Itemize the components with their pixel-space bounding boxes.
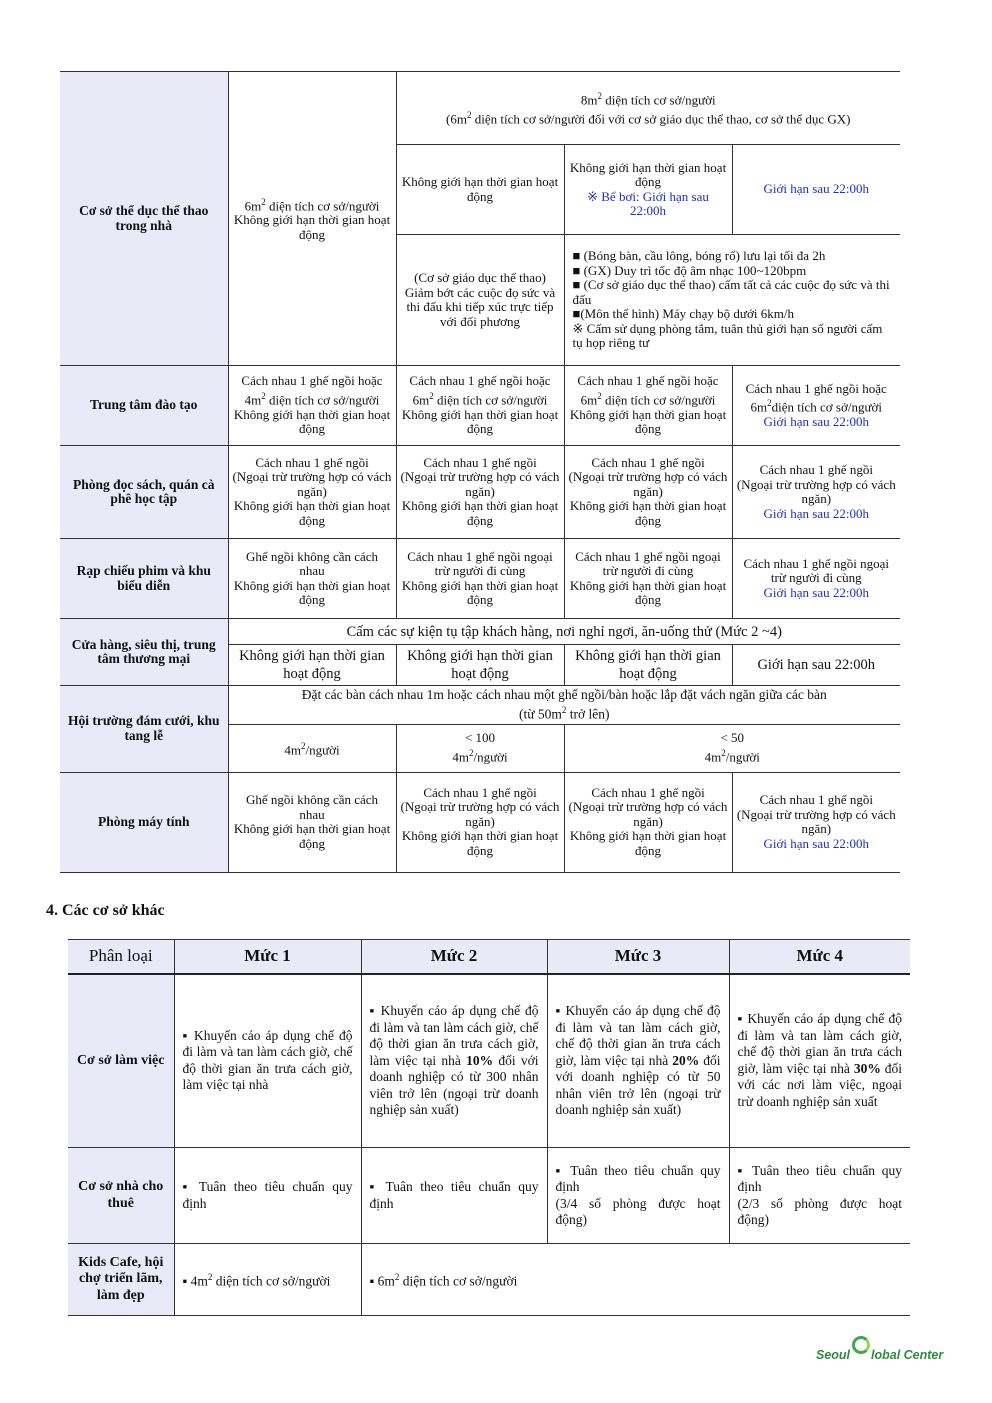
header-level1: Mức 1 bbox=[174, 940, 361, 974]
distancing-table-facilities bbox=[60, 71, 900, 873]
stores-level1: Không giới hạn thời gian hoạt động bbox=[228, 645, 396, 686]
cinema-level1: Ghế ngồi không cần cách nhau Không giới hạn thời gian hoạt động bbox=[228, 539, 396, 619]
reading-level4: Cách nhau 1 ghế ngồi (Ngoại trừ trường hợp có vách ngăn) Giới hạn sau 22:00h bbox=[732, 446, 900, 539]
wedding-level3-4: < 50 $4m^2$/người bbox=[564, 724, 900, 772]
work-level3: ▪ Khuyến cáo áp dụng chế độ đi làm và tan làm cách giờ, chế độ thời gian ăn trưa cách giờ, làm việc tại nhà 20% đối với doanh nghiệp có từ 50 nhân viên trở lên (ngoại trừ doanh nghiệp sản xuất) bbox=[547, 974, 729, 1148]
rule-item: ■ (GX) Duy trì tốc độ âm nhạc 100~120bpm bbox=[572, 262, 807, 278]
row-label-wedding: Hội trường đám cưới, khu tang lễ bbox=[60, 686, 228, 773]
row-label-cinema: Rạp chiếu phim và khu biểu diễn bbox=[60, 539, 228, 619]
rental-level4: ▪ Tuân theo tiêu chuẩn quy định (2/3 số phòng được hoạt động) bbox=[729, 1148, 910, 1244]
kids-level1: ▪ $4m^2$ diện tích cơ sở/người bbox=[174, 1244, 361, 1316]
header-level2: Mức 2 bbox=[361, 940, 547, 974]
rule-item: ■ (Cơ sở giáo dục thể thao) cấm tất cả các cuộc đọ sức và thi đấu bbox=[572, 277, 890, 307]
rental-level3: ▪ Tuân theo tiêu chuẩn quy định (3/4 số phòng được hoạt động) bbox=[547, 1148, 729, 1244]
stores-all-levels: Cấm các sự kiện tụ tập khách hàng, nơi nghỉ ngơi, ăn-uống thử (Mức 2 ~4) bbox=[228, 619, 900, 645]
pc-level1: Ghế ngồi không cần cách nhau Không giới hạn thời gian hoạt động bbox=[228, 772, 396, 872]
wedding-level1: $4m^2$/người bbox=[228, 724, 396, 772]
rule-item: ■(Môn thể hình) Máy chạy bộ dưới 6km/h bbox=[572, 306, 794, 322]
row-label-training: Trung tâm đào tạo bbox=[60, 366, 228, 446]
sports-level2: Không giới hạn thời gian hoạt động bbox=[396, 145, 564, 235]
training-level3: Cách nhau 1 ghế ngồi hoặc $6m^2$ diện tích cơ sở/người Không giới hạn thời gian hoạt động bbox=[564, 366, 732, 446]
other-facilities-table bbox=[68, 939, 910, 1316]
sports-levels-2-4-area: $8m^2$ diện tích cơ sở/người ($6m^2$ diện tích cơ sở/người đối với cơ sở giáo dục thể thao, cơ sở thể dục GX) bbox=[396, 72, 900, 145]
cinema-level3: Cách nhau 1 ghế ngồi ngoại trừ người đi cùng Không giới hạn thời gian hoạt động bbox=[564, 539, 732, 619]
row-label-sports: Cơ sở thể dục thể thao trong nhà bbox=[60, 72, 228, 366]
header-level3: Mức 3 bbox=[547, 940, 729, 974]
row-label-stores: Cửa hàng, siêu thị, trung tâm thương mại bbox=[60, 619, 228, 686]
training-level1: Cách nhau 1 ghế ngồi hoặc $4m^2$ diện tích cơ sở/người Không giới hạn thời gian hoạt động bbox=[228, 366, 396, 446]
rule-item: ※ Cấm sử dụng phòng tắm, tuân thủ giới hạn số người cấm tụ họp riêng tư bbox=[572, 320, 883, 351]
rental-level1: ▪ Tuân theo tiêu chuẩn quy định bbox=[174, 1148, 361, 1244]
row-label-work: Cơ sở làm việc bbox=[68, 974, 174, 1148]
sports-level1: $6m^2$ diện tích cơ sở/người Không giới hạn thời gian hoạt động bbox=[228, 72, 396, 366]
section-heading: 4. Các cơ sở khác bbox=[46, 902, 165, 919]
wedding-level2: < 100 $4m^2$/người bbox=[396, 724, 564, 772]
row-label-rental: Cơ sở nhà cho thuê bbox=[68, 1148, 174, 1244]
sports-level4: Giới hạn sau 22:00h bbox=[732, 145, 900, 235]
wedding-all-levels: Đặt các bàn cách nhau 1m hoặc cách nhau một ghế ngồi/bàn hoặc lắp đặt vách ngăn giữa các bàn (từ $50m^2$ trở lên) bbox=[228, 686, 900, 725]
cinema-level4: Cách nhau 1 ghế ngồi ngoại trừ người đi cùng Giới hạn sau 22:00h bbox=[732, 539, 900, 619]
row-label-reading: Phòng đọc sách, quán cà phê học tập bbox=[60, 446, 228, 539]
training-level4: Cách nhau 1 ghế ngồi hoặc $6m^2diện$ tích cơ sở/người Giới hạn sau 22:00h bbox=[732, 366, 900, 446]
sports-rules-list bbox=[564, 235, 900, 366]
training-level2: Cách nhau 1 ghế ngồi hoặc $6m^2$ diện tích cơ sở/người Không giới hạn thời gian hoạt động bbox=[396, 366, 564, 446]
stores-level3: Không giới hạn thời gian hoạt động bbox=[564, 645, 732, 686]
reading-level3: Cách nhau 1 ghế ngồi (Ngoại trừ trường hợp có vách ngăn) Không giới hạn thời gian hoạt động bbox=[564, 446, 732, 539]
cinema-level2: Cách nhau 1 ghế ngồi ngoại trừ người đi cùng Không giới hạn thời gian hoạt động bbox=[396, 539, 564, 619]
pc-level4: Cách nhau 1 ghế ngồi (Ngoại trừ trường hợp có vách ngăn) Giới hạn sau 22:00h bbox=[732, 772, 900, 872]
stores-level2: Không giới hạn thời gian hoạt động bbox=[396, 645, 564, 686]
sports-level2-education: (Cơ sở giáo dục thể thao) Giảm bớt các cuộc đọ sức và thi đấu khi tiếp xúc trực tiếp với đối phương bbox=[396, 235, 564, 366]
stores-level4: Giới hạn sau 22:00h bbox=[732, 645, 900, 686]
pc-level2: Cách nhau 1 ghế ngồi (Ngoại trừ trường hợp có vách ngăn) Không giới hạn thời gian hoạt động bbox=[396, 772, 564, 872]
row-label-pc: Phòng máy tính bbox=[60, 772, 228, 872]
reading-level2: Cách nhau 1 ghế ngồi (Ngoại trừ trường hợp có vách ngăn) Không giới hạn thời gian hoạt động bbox=[396, 446, 564, 539]
work-level2: ▪ Khuyến cáo áp dụng chế độ đi làm và tan làm cách giờ, chế độ thời gian ăn trưa cách giờ, làm việc tại nhà 10% đối với doanh nghiệp có từ 300 nhân viên trở lên (ngoại trừ doanh nghiệp sản xuất) bbox=[361, 974, 547, 1148]
reading-level1: Cách nhau 1 ghế ngồi (Ngoại trừ trường hợp có vách ngăn) Không giới hạn thời gian hoạt động bbox=[228, 446, 396, 539]
sports-level3: Không giới hạn thời gian hoạt động ※ Bể bơi: Giới hạn sau 22:00h bbox=[564, 145, 732, 235]
rule-item: ■ (Bóng bàn, cầu lông, bóng rổ) lưu lại tối đa 2h bbox=[572, 248, 826, 264]
header-level4: Mức 4 bbox=[729, 940, 910, 974]
row-label-kids: Kids Cafe, hội chợ triển lãm, làm đẹp bbox=[68, 1244, 174, 1316]
work-level1: ▪ Khuyến cáo áp dụng chế độ đi làm và tan làm cách giờ, chế độ thời gian ăn trưa cách giờ, làm việc tại nhà bbox=[174, 974, 361, 1148]
pc-level3: Cách nhau 1 ghế ngồi (Ngoại trừ trường hợp có vách ngăn) Không giới hạn thời gian hoạt động bbox=[564, 772, 732, 872]
header-category: Phân loại bbox=[68, 940, 174, 974]
kids-level2-4: ▪ $6m^2$ diện tích cơ sở/người bbox=[361, 1244, 910, 1316]
work-level4: ▪ Khuyến cáo áp dụng chế độ đi làm và tan làm cách giờ, chế độ thời gian ăn trưa cách giờ, làm việc tại nhà 30% đối với các nơi làm việc, ngoại trừ doanh nghiệp sản xuất bbox=[729, 974, 910, 1148]
seoul-global-center-logo: Seoul lobal Center bbox=[816, 1336, 948, 1366]
globe-icon bbox=[852, 1336, 870, 1354]
rental-level2: ▪ Tuân theo tiêu chuẩn quy định bbox=[361, 1148, 547, 1244]
